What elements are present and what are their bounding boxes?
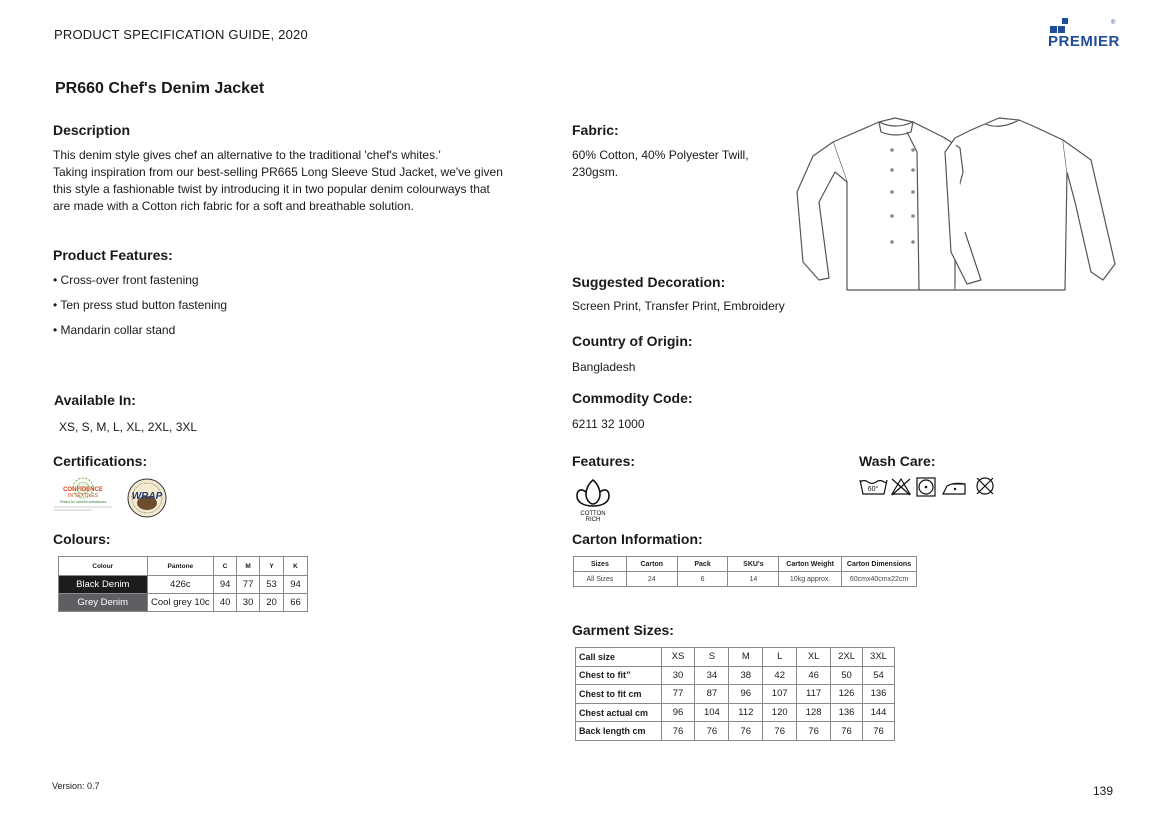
fabric-line: 230gsm.: [572, 165, 619, 179]
col-header: SKU's: [728, 557, 779, 572]
table-cell: 77: [661, 685, 695, 704]
fabric-line: 60% Cotton, 40% Polyester Twill,: [572, 148, 749, 162]
description-line: Taking inspiration from our best-selling PR665 Long Sleeve Stud Jacket, we've given: [53, 165, 503, 179]
col-header: Pantone: [147, 557, 214, 576]
guide-title: PRODUCT SPECIFICATION GUIDE, 2020: [54, 27, 308, 42]
pantone-cell: Cool grey 10c: [147, 594, 214, 612]
table-cell: 87: [695, 685, 729, 704]
carton-information-heading: Carton Information:: [572, 531, 703, 547]
page-number: 139: [1093, 784, 1114, 798]
feature-item: • Mandarin collar stand: [53, 323, 176, 337]
table-cell: 34: [695, 666, 729, 685]
features-heading: Features:: [572, 453, 636, 469]
table-cell: 107: [763, 685, 797, 704]
col-header: 3XL: [863, 648, 895, 667]
cmyk-cell: 66: [284, 594, 308, 612]
colours-header-row: [59, 557, 308, 576]
table-row: [59, 594, 308, 612]
product-features-list: [53, 273, 227, 348]
available-in-heading: Available In:: [54, 392, 136, 408]
cmyk-cell: 94: [284, 576, 308, 594]
table-row: [576, 666, 895, 685]
col-header: C: [214, 557, 237, 576]
table-cell: 76: [797, 722, 831, 741]
table-row: [576, 703, 895, 722]
col-header: Y: [260, 557, 284, 576]
table-cell: 30: [661, 666, 695, 685]
table-row: [576, 722, 895, 741]
version-label: Version: 0.7: [52, 781, 100, 791]
table-cell: 117: [797, 685, 831, 704]
wash-temp-label: 60°: [867, 486, 879, 493]
garment-sizes-table: [575, 647, 895, 741]
suggested-decoration-value: Screen Print, Transfer Print, Embroidery: [572, 299, 785, 313]
col-header: Carton Dimensions: [842, 557, 917, 572]
table-cell: 96: [661, 703, 695, 722]
feature-item: • Ten press stud button fastening: [53, 298, 228, 312]
col-header: M: [237, 557, 260, 576]
col-header: 2XL: [831, 648, 863, 667]
cmyk-cell: 40: [214, 594, 237, 612]
col-header: Carton Weight: [779, 557, 842, 572]
wash-care-heading: Wash Care:: [859, 453, 936, 469]
table-cell: 76: [863, 722, 895, 741]
commodity-code-value: 6211 32 1000: [572, 417, 645, 431]
col-header: L: [763, 648, 797, 667]
carton-table: [573, 556, 917, 587]
oeko-sub-text: Tested for harmful substances: [59, 500, 107, 504]
table-cell: 60cmx40cmx22cm: [842, 572, 917, 587]
table-cell: 128: [797, 703, 831, 722]
colours-heading: Colours:: [53, 531, 111, 547]
colour-swatch-cell: Black Denim: [59, 576, 148, 594]
row-label: Back length cm: [576, 722, 662, 741]
country-of-origin-heading: Country of Origin:: [572, 333, 693, 349]
col-header: Call size: [576, 648, 662, 667]
table-cell: All Sizes: [574, 572, 627, 587]
sizes-header-row: [576, 648, 895, 667]
table-cell: 96: [729, 685, 763, 704]
table-cell: 50: [831, 666, 863, 685]
table-cell: 76: [661, 722, 695, 741]
premier-logo: ® PREMIER: [1048, 20, 1120, 50]
row-label: Chest to fit cm: [576, 685, 662, 704]
cmyk-cell: 20: [260, 594, 284, 612]
row-label: Chest actual cm: [576, 703, 662, 722]
suggested-decoration-heading: Suggested Decoration:: [572, 274, 726, 290]
oeko-text-1: CONFIDENCE: [63, 487, 103, 493]
col-header: M: [729, 648, 763, 667]
fabric-heading: Fabric:: [572, 122, 619, 138]
wash-care-icons: [859, 476, 1001, 498]
table-cell: 38: [729, 666, 763, 685]
table-cell: 136: [831, 703, 863, 722]
table-cell: 14: [728, 572, 779, 587]
colours-table: [58, 556, 308, 612]
table-cell: 42: [763, 666, 797, 685]
description-line: are made with a Cotton rich fabric for a soft and breathable solution.: [53, 199, 414, 213]
table-cell: 144: [863, 703, 895, 722]
description-heading: Description: [53, 122, 131, 138]
garment-sizes-heading: Garment Sizes:: [572, 622, 674, 638]
table-cell: 10kg approx.: [779, 572, 842, 587]
certifications-heading: Certifications:: [53, 453, 148, 469]
oeko-text-2: IN TEXTILES: [68, 493, 98, 499]
cotton-label: COTTON: [580, 511, 606, 517]
wrap-text: WRAP: [131, 491, 163, 502]
table-cell: 76: [831, 722, 863, 741]
table-cell: 136: [863, 685, 895, 704]
cmyk-cell: 30: [237, 594, 260, 612]
description-line: This denim style gives chef an alternative to the traditional 'chef's whites.': [53, 148, 441, 162]
table-row: [574, 572, 917, 587]
product-features-heading: Product Features:: [53, 247, 173, 263]
row-label: Chest to fit”: [576, 666, 662, 685]
col-header: Carton: [626, 557, 677, 572]
page-title: PR660 Chef's Denim Jacket: [55, 80, 265, 97]
description-text: [53, 147, 553, 215]
wrap-logo: [125, 477, 169, 519]
table-cell: 24: [626, 572, 677, 587]
pantone-cell: 426c: [147, 576, 214, 594]
table-cell: 76: [729, 722, 763, 741]
table-row: [576, 685, 895, 704]
commodity-code-heading: Commodity Code:: [572, 390, 693, 406]
colour-swatch-cell: Grey Denim: [59, 594, 148, 612]
col-header: Pack: [677, 557, 728, 572]
cotton-rich-icon: [574, 476, 612, 522]
col-header: XL: [797, 648, 831, 667]
jacket-illustration: [795, 112, 1120, 292]
col-header: Colour: [59, 557, 148, 576]
feature-item: • Cross-over front fastening: [53, 273, 199, 287]
table-cell: 6: [677, 572, 728, 587]
table-cell: 112: [729, 703, 763, 722]
table-cell: 76: [695, 722, 729, 741]
cmyk-cell: 53: [260, 576, 284, 594]
col-header: Sizes: [574, 557, 627, 572]
col-header: S: [695, 648, 729, 667]
available-sizes: XS, S, M, L, XL, 2XL, 3XL: [59, 420, 198, 434]
fabric-text: [572, 147, 749, 181]
col-header: XS: [661, 648, 695, 667]
cmyk-cell: 94: [214, 576, 237, 594]
table-cell: 76: [763, 722, 797, 741]
table-cell: 104: [695, 703, 729, 722]
table-cell: 126: [831, 685, 863, 704]
table-cell: 54: [863, 666, 895, 685]
table-cell: 120: [763, 703, 797, 722]
country-of-origin-value: Bangladesh: [572, 360, 636, 374]
brand-name: PREMIER: [1048, 33, 1120, 50]
description-line: this style a fashionable twist by introducing it in two popular denim colourways that: [53, 182, 490, 196]
oeko-tex-logo: [52, 476, 114, 512]
carton-header-row: [574, 557, 917, 572]
col-header: K: [284, 557, 308, 576]
cmyk-cell: 77: [237, 576, 260, 594]
table-cell: 46: [797, 666, 831, 685]
rich-label: RICH: [585, 517, 601, 522]
table-row: [59, 576, 308, 594]
